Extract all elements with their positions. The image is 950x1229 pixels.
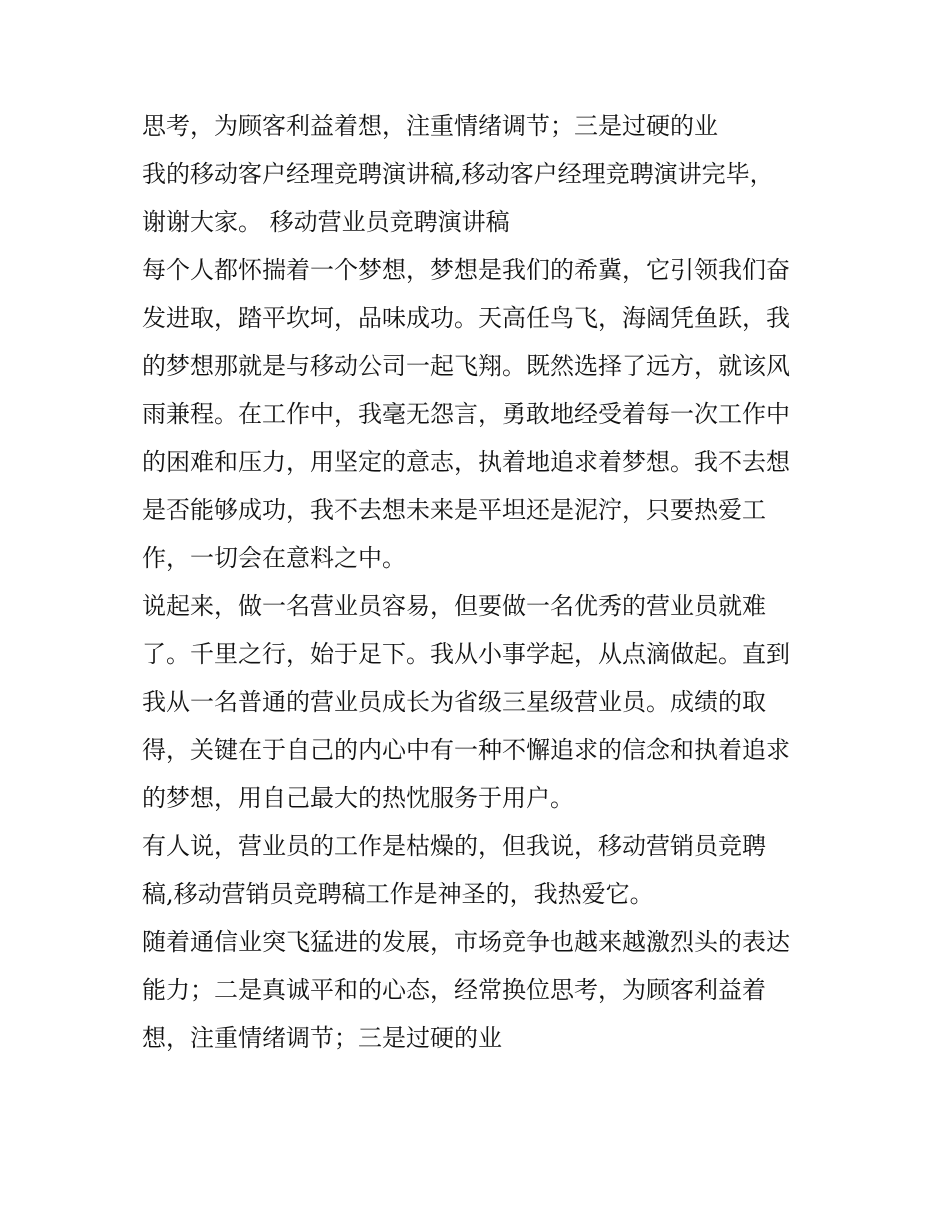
text-line: 是否能够成功，我不去想未来是平坦还是泥泞，只要热爱工: [142, 496, 766, 524]
text-line: 想，注重情绪调节；三是过硬的业: [142, 1024, 502, 1052]
text-line: 作，一切会在意料之中。: [142, 544, 406, 572]
text-line: 我从一名普通的营业员成长为省级三星级营业员。成绩的取: [142, 688, 766, 716]
text-line: 的梦想，用自己最大的热忱服务于用户。: [142, 784, 574, 812]
document-body: [142, 102, 814, 1062]
text-line: 的困难和压力，用坚定的意志，执着地追求着梦想。我不去想: [142, 448, 790, 476]
text-line: 雨兼程。在工作中，我毫无怨言，勇敢地经受着每一次工作中: [142, 400, 790, 428]
text-line: 每个人都怀揣着一个梦想，梦想是我们的希冀，它引领我们奋: [142, 256, 790, 284]
text-line: 了。千里之行，始于足下。我从小事学起，从点滴做起。直到: [142, 640, 790, 668]
text-line: 谢谢大家。 移动营业员竞聘演讲稿: [142, 208, 510, 236]
text-line: 稿,移动营销员竞聘稿工作是神圣的，我热爱它。: [142, 880, 654, 908]
text-line: 我的移动客户经理竞聘演讲稿,移动客户经理竞聘演讲完毕，: [142, 160, 774, 188]
text-line: 的梦想那就是与移动公司一起飞翔。既然选择了远方，就该风: [142, 352, 790, 380]
text-line: 能力；二是真诚平和的心态，经常换位思考，为顾客利益着: [142, 976, 766, 1004]
text-line: 得，关键在于自己的内心中有一种不懈追求的信念和执着追求: [142, 736, 790, 764]
text-line: 说起来，做一名营业员容易，但要做一名优秀的营业员就难: [142, 592, 766, 620]
text-line: 随着通信业突飞猛进的发展，市场竞争也越来越激烈头的表达: [142, 928, 790, 956]
text-line: 发进取，踏平坎坷，品味成功。天高任鸟飞，海阔凭鱼跃，我: [142, 304, 790, 332]
text-line: 有人说，营业员的工作是枯燥的，但我说，移动营销员竞聘: [142, 832, 766, 860]
text-line: 思考，为顾客利益着想，注重情绪调节；三是过硬的业: [142, 112, 718, 140]
